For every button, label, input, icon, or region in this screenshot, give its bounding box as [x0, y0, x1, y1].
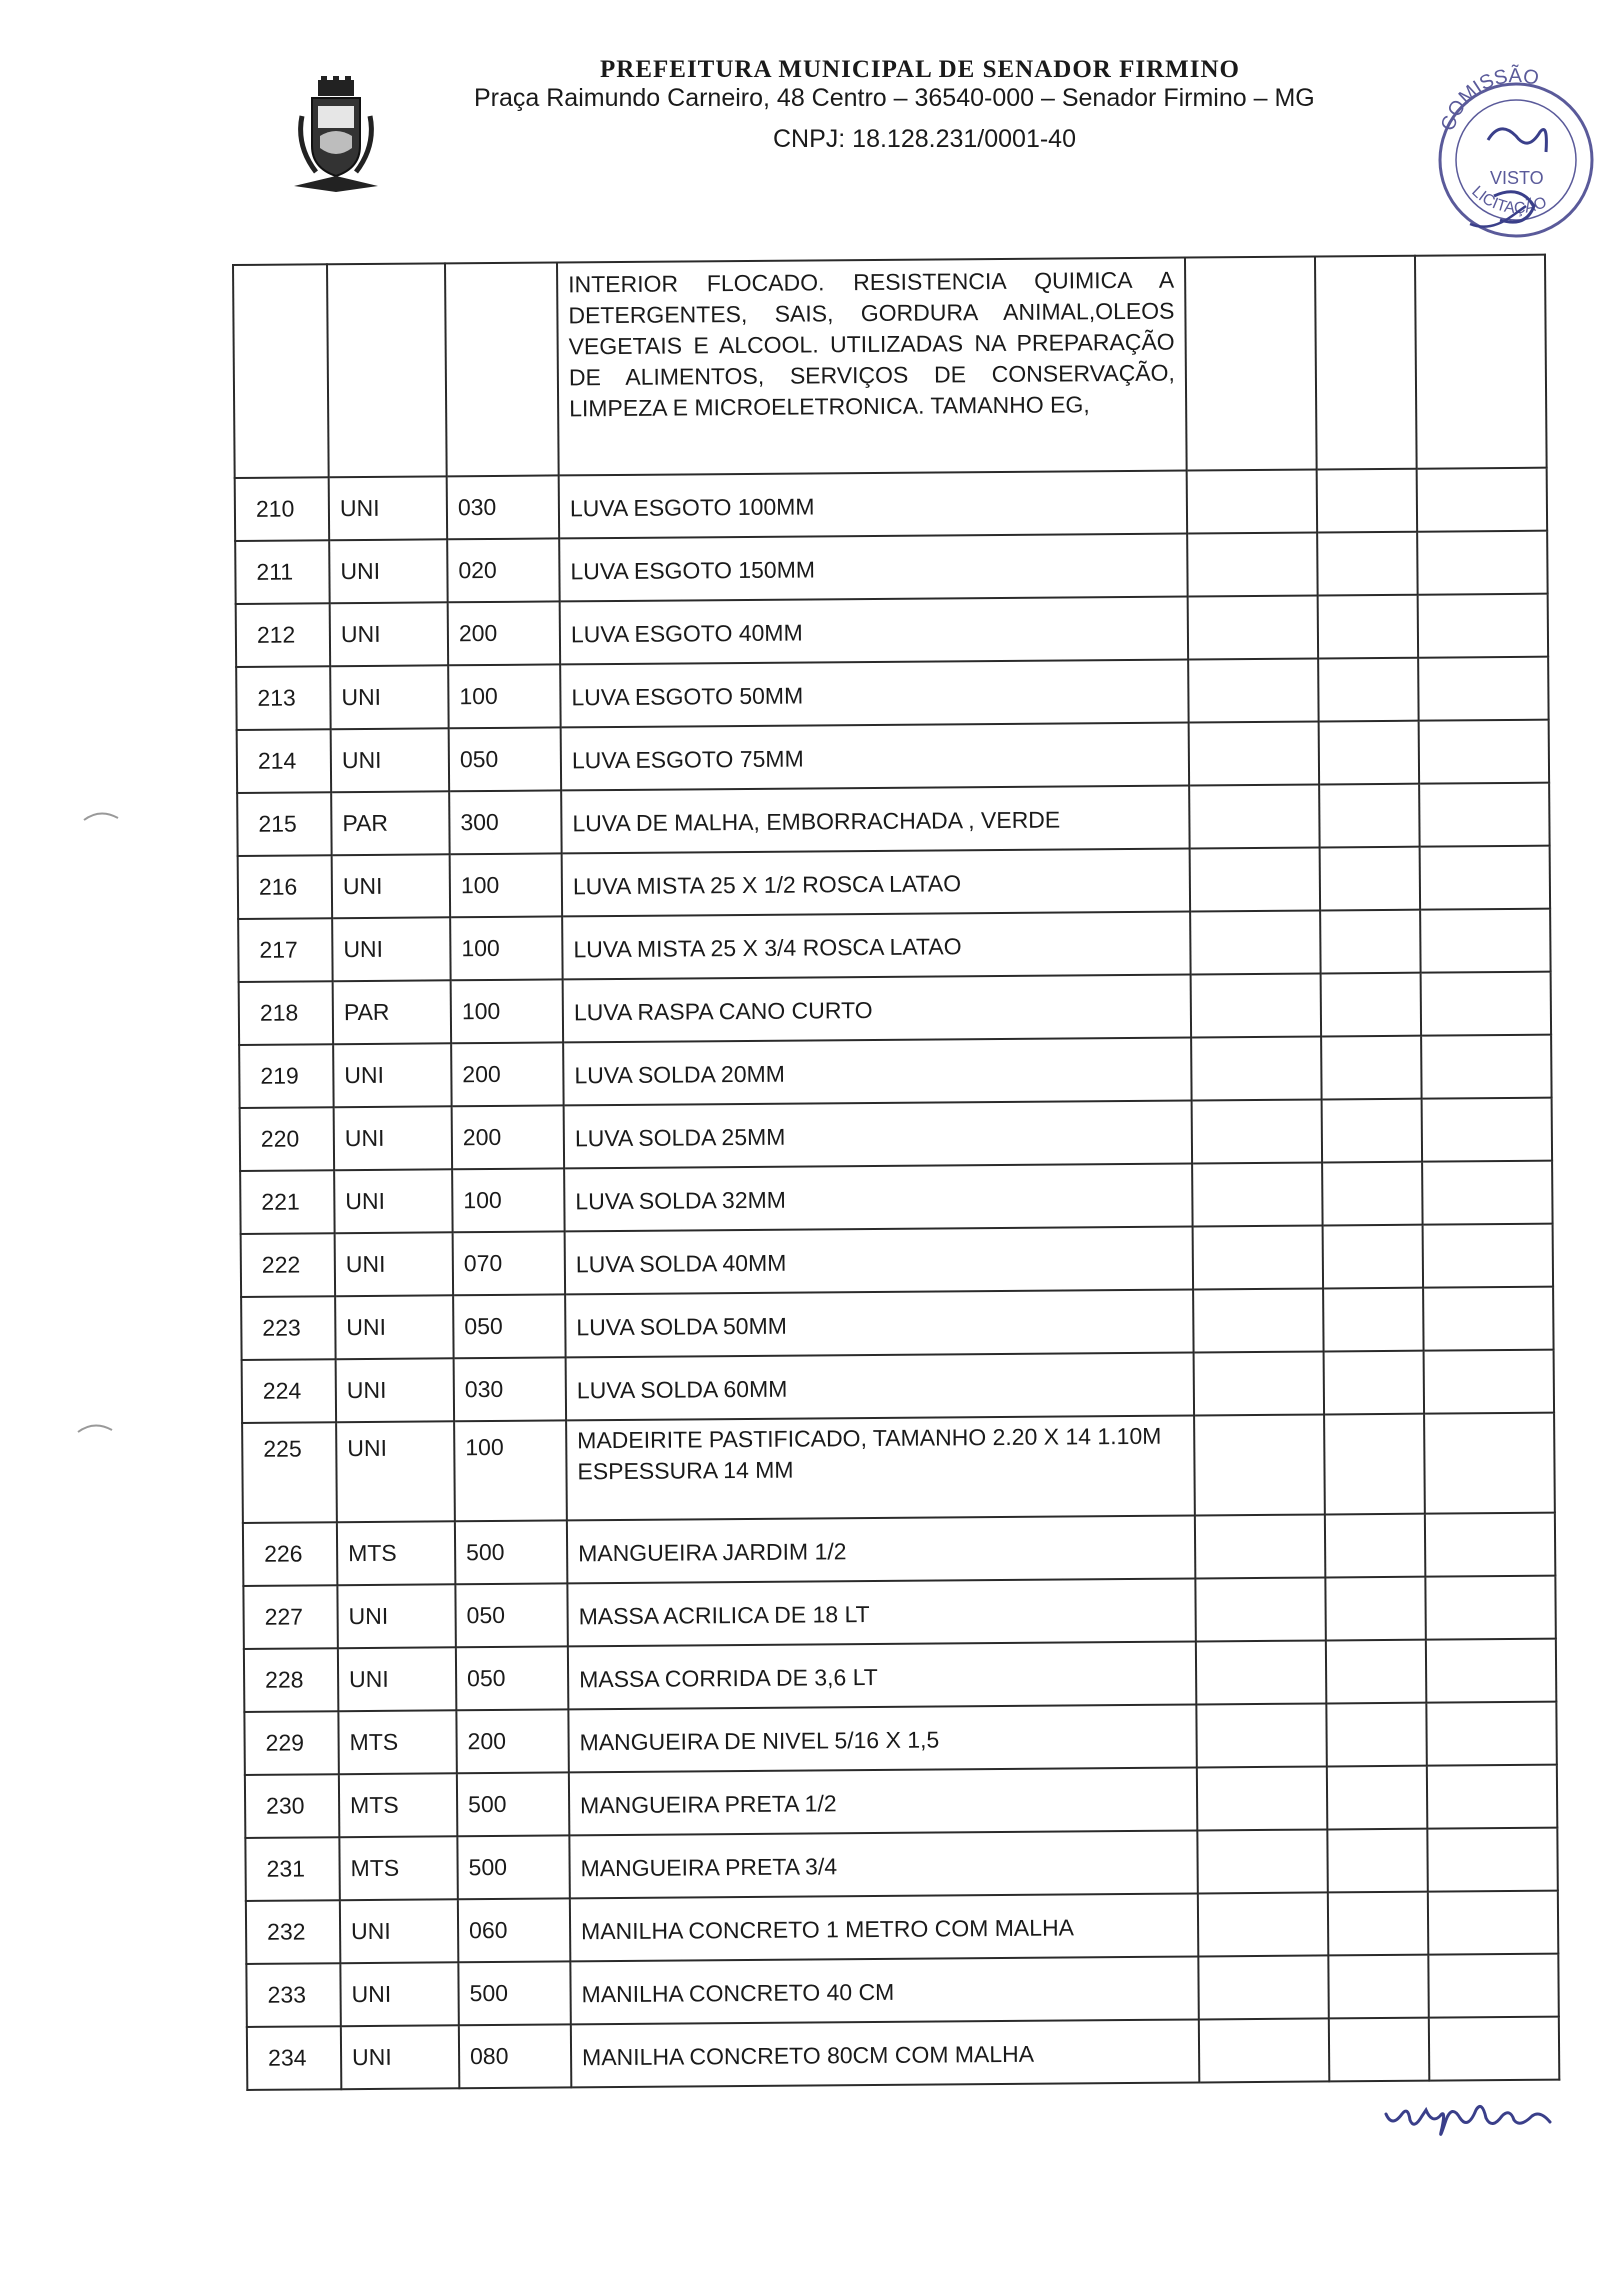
table-row: [243, 1513, 1555, 1586]
total-price-cell: [1424, 1350, 1554, 1414]
unit-price-cell: [1198, 1892, 1328, 1956]
total-price-cell: [1422, 1161, 1552, 1225]
table-row: [240, 1098, 1552, 1171]
item-number: 225: [242, 1422, 337, 1523]
unit-price-cell: [1199, 2018, 1329, 2082]
total-price-cell: [1421, 972, 1551, 1036]
brand-cell: [1322, 1099, 1422, 1163]
unit-price-cell: [1187, 469, 1317, 533]
item-unit: MTS: [338, 1710, 456, 1774]
table-row: [235, 531, 1547, 604]
item-description: LUVA ESGOTO 100MM: [559, 471, 1187, 539]
unit-price-cell: [1194, 1351, 1324, 1415]
item-unit: UNI: [333, 1043, 451, 1107]
brand-cell: [1323, 1225, 1423, 1289]
item-description: MANGUEIRA PRETA 1/2: [569, 1767, 1197, 1835]
item-number: 212: [236, 603, 330, 667]
unit-price-cell: [1192, 1162, 1322, 1226]
item-unit: UNI: [336, 1358, 454, 1422]
total-price-cell: [1428, 1891, 1558, 1955]
item-quantity: 200: [448, 601, 560, 665]
item-quantity: 080: [459, 2024, 571, 2088]
item-number-cell: [233, 264, 329, 478]
brand-cell: [1317, 532, 1417, 596]
total-price-cell: [1426, 1702, 1556, 1766]
item-number: 210: [235, 477, 329, 541]
table-row: [242, 1350, 1554, 1423]
total-price-cell: [1417, 468, 1547, 532]
unit-price-cell: [1189, 784, 1319, 848]
total-price-cell: [1427, 1765, 1557, 1829]
brand-cell: [1328, 1892, 1428, 1956]
brand-cell: [1324, 1351, 1424, 1415]
item-number: 227: [243, 1585, 337, 1649]
item-description: LUVA MISTA 25 X 1/2 ROSCA LATAO: [562, 848, 1190, 916]
municipal-crest-icon: [288, 76, 384, 196]
item-quantity: 500: [457, 1772, 569, 1836]
item-number: 232: [246, 1900, 340, 1964]
item-quantity: 200: [456, 1709, 568, 1773]
unit-price-cell: [1193, 1288, 1323, 1352]
unit-price-cell: [1197, 1766, 1327, 1830]
item-number: 228: [244, 1648, 338, 1712]
total-price-cell: [1418, 594, 1548, 658]
item-unit: UNI: [335, 1232, 453, 1296]
item-unit: UNI: [334, 1106, 452, 1170]
item-unit: MTS: [337, 1521, 455, 1585]
item-unit: UNI: [329, 476, 447, 540]
item-description: LUVA ESGOTO 75MM: [561, 723, 1189, 791]
brand-cell: [1327, 1766, 1427, 1830]
table-row: [240, 1161, 1552, 1234]
item-description: LUVA DE MALHA, EMBORRACHADA , VERDE: [561, 785, 1189, 853]
table-row-continued: [233, 255, 1547, 478]
table-row: [241, 1287, 1553, 1360]
brand-cell: [1324, 1414, 1425, 1515]
unit-price-cell: [1196, 1640, 1326, 1704]
item-description: LUVA SOLDA 25MM: [564, 1100, 1192, 1168]
item-description: LUVA SOLDA 20MM: [563, 1037, 1191, 1105]
table-row: [242, 1413, 1555, 1523]
item-number: 216: [238, 855, 332, 919]
commission-stamp: [1430, 56, 1600, 256]
item-description: LUVA ESGOTO 40MM: [560, 597, 1188, 665]
stamp-bottom-text: LICITAÇÃO: [1468, 183, 1550, 218]
item-unit-cell: [327, 263, 447, 477]
table-row: [241, 1224, 1553, 1297]
total-price-cell: [1424, 1413, 1555, 1514]
unit-price-cell: [1185, 256, 1317, 470]
total-price-cell: [1415, 255, 1547, 469]
item-description: MANGUEIRA PRETA 3/4: [569, 1830, 1197, 1898]
item-number: 218: [239, 981, 333, 1045]
brand-cell: [1326, 1703, 1426, 1767]
item-unit: UNI: [330, 665, 448, 729]
item-quantity: 500: [458, 1961, 570, 2025]
item-description: MASSA CORRIDA DE 3,6 LT: [568, 1641, 1196, 1709]
total-price-cell: [1417, 531, 1547, 595]
item-description: MANGUEIRA DE NIVEL 5/16 X 1,5: [568, 1704, 1196, 1772]
total-price-cell: [1425, 1513, 1555, 1577]
item-unit: UNI: [340, 1962, 458, 2026]
item-unit: PAR: [333, 980, 451, 1044]
stamp-middle-text: VISTO: [1490, 168, 1544, 188]
stamp-top-text: COMISSÃO: [1437, 64, 1541, 134]
unit-price-cell: [1194, 1414, 1325, 1515]
item-quantity: 200: [451, 1042, 563, 1106]
item-description: LUVA RASPA CANO CURTO: [563, 974, 1191, 1042]
brand-cell: [1320, 910, 1420, 974]
margin-mark: [82, 808, 122, 822]
unit-price-cell: [1190, 847, 1320, 911]
table-row: [236, 594, 1548, 667]
svg-text:LICITAÇÃO: [1468, 183, 1549, 217]
item-unit: UNI: [332, 917, 450, 981]
unit-price-cell: [1187, 532, 1317, 596]
item-unit: UNI: [330, 602, 448, 666]
item-unit: UNI: [341, 2025, 459, 2089]
unit-price-cell: [1192, 1099, 1322, 1163]
total-price-cell: [1419, 783, 1549, 847]
brand-cell: [1326, 1640, 1426, 1704]
item-description: LUVA SOLDA 50MM: [565, 1289, 1193, 1357]
item-quantity: 050: [449, 727, 561, 791]
item-unit: MTS: [339, 1836, 457, 1900]
item-quantity: 100: [452, 1168, 564, 1232]
item-number: 231: [245, 1837, 339, 1901]
brand-cell: [1318, 595, 1418, 659]
svg-text:COMISSÃO: [1437, 63, 1541, 134]
total-price-cell: [1429, 2017, 1559, 2081]
item-unit: UNI: [340, 1899, 458, 1963]
item-quantity: 500: [457, 1835, 569, 1899]
total-price-cell: [1423, 1287, 1553, 1351]
item-unit: UNI: [332, 854, 450, 918]
unit-price-cell: [1191, 1036, 1321, 1100]
brand-cell: [1322, 1162, 1422, 1226]
continued-description: INTERIOR FLOCADO. RESISTENCIA QUIMICA A DETERGENTES, SAIS, GORDURA ANIMAL,OLEOS VEGETAIS E ALCOOL. UTILIZADAS NA PREPARAÇÃO DE ALIMENTOS, SERVIÇOS DE CONSERVAÇÃO, LIMPEZA E MICROELETRONICA. TAMANHO EG,: [557, 258, 1187, 476]
letterhead: [0, 0, 1600, 220]
table-row: [239, 972, 1551, 1045]
total-price-cell: [1423, 1224, 1553, 1288]
item-description: MANILHA CONCRETO 80CM COM MALHA: [571, 2019, 1199, 2087]
item-description: LUVA SOLDA 60MM: [566, 1352, 1194, 1420]
item-number: 211: [235, 540, 329, 604]
unit-price-cell: [1189, 721, 1319, 785]
brand-cell: [1325, 1514, 1425, 1578]
item-description: MANILHA CONCRETO 40 CM: [570, 1956, 1198, 2024]
table-row: [245, 1765, 1557, 1838]
header-title: PREFEITURA MUNICIPAL DE SENADOR FIRMINO: [600, 56, 1240, 83]
brand-cell: [1329, 2018, 1429, 2082]
item-description: LUVA SOLDA 40MM: [565, 1226, 1193, 1294]
total-price-cell: [1418, 657, 1548, 721]
unit-price-cell: [1191, 973, 1321, 1037]
table-row: [245, 1828, 1557, 1901]
item-unit: UNI: [334, 1169, 452, 1233]
unit-price-cell: [1197, 1829, 1327, 1893]
item-number: 223: [241, 1296, 335, 1360]
item-quantity: 300: [449, 790, 561, 854]
total-price-cell: [1427, 1828, 1557, 1892]
item-number: 222: [241, 1233, 335, 1297]
item-quantity-cell: [445, 262, 559, 476]
item-unit: UNI: [331, 728, 449, 792]
item-quantity: 100: [450, 853, 562, 917]
table-row: [235, 468, 1547, 541]
unit-price-cell: [1190, 910, 1320, 974]
brand-cell: [1328, 1955, 1428, 2019]
total-price-cell: [1419, 720, 1549, 784]
item-description: MANGUEIRA JARDIM 1/2: [567, 1515, 1195, 1583]
brand-cell: [1327, 1829, 1427, 1893]
table-row: [246, 1954, 1558, 2027]
total-price-cell: [1426, 1639, 1556, 1703]
table-row: [244, 1702, 1556, 1775]
total-price-cell: [1428, 1954, 1558, 2018]
item-quantity: 050: [455, 1583, 567, 1647]
item-number: 229: [244, 1711, 338, 1775]
total-price-cell: [1425, 1576, 1555, 1640]
item-quantity: 200: [452, 1105, 564, 1169]
brand-cell: [1325, 1577, 1425, 1641]
item-unit: MTS: [339, 1773, 457, 1837]
item-description: MANILHA CONCRETO 1 METRO COM MALHA: [570, 1893, 1198, 1961]
brand-cell: [1319, 784, 1419, 848]
items-table-body: [233, 255, 1559, 2090]
item-description: LUVA SOLDA 32MM: [564, 1163, 1192, 1231]
table-row: [236, 657, 1548, 730]
signature: [1380, 2080, 1560, 2150]
item-number: 230: [245, 1774, 339, 1838]
item-number: 215: [237, 792, 331, 856]
item-quantity: 100: [448, 664, 560, 728]
item-quantity: 060: [458, 1898, 570, 1962]
item-description: MADEIRITE PASTIFICADO, TAMANHO 2.20 X 14 1.10M ESPESSURA 14 MM: [566, 1415, 1195, 1520]
table-row: [238, 846, 1550, 919]
total-price-cell: [1422, 1098, 1552, 1162]
item-unit: UNI: [335, 1295, 453, 1359]
item-number: 217: [238, 918, 332, 982]
unit-price-cell: [1196, 1703, 1326, 1767]
brand-cell: [1319, 721, 1419, 785]
item-number: 224: [242, 1359, 336, 1423]
item-number: 213: [236, 666, 330, 730]
item-quantity: 100: [454, 1420, 567, 1521]
item-quantity: 100: [451, 979, 563, 1043]
table-row: [239, 1035, 1551, 1108]
unit-price-cell: [1195, 1514, 1325, 1578]
total-price-cell: [1420, 846, 1550, 910]
item-quantity: 500: [455, 1520, 567, 1584]
table-row: [247, 2017, 1559, 2090]
header-address: Praça Raimundo Carneiro, 48 Centro – 36540-000 – Senador Firmino – MG: [474, 84, 1315, 112]
item-quantity: 050: [453, 1294, 565, 1358]
item-unit: UNI: [336, 1421, 455, 1522]
item-description: LUVA ESGOTO 150MM: [559, 534, 1187, 602]
table-row: [246, 1891, 1558, 1964]
item-unit: UNI: [329, 539, 447, 603]
item-unit: UNI: [337, 1584, 455, 1648]
item-quantity: 050: [456, 1646, 568, 1710]
header-cnpj: CNPJ: 18.128.231/0001-40: [773, 125, 1076, 153]
table-row: [238, 909, 1550, 982]
item-quantity: 030: [454, 1357, 566, 1421]
brand-cell: [1321, 973, 1421, 1037]
item-number: 221: [240, 1170, 334, 1234]
table-row: [237, 720, 1549, 793]
item-unit: UNI: [338, 1647, 456, 1711]
item-number: 234: [247, 2026, 341, 2090]
item-number: 233: [246, 1963, 340, 2027]
brand-cell: [1318, 658, 1418, 722]
margin-mark: [76, 1420, 116, 1434]
total-price-cell: [1420, 909, 1550, 973]
table-row: [244, 1639, 1556, 1712]
item-description: LUVA MISTA 25 X 3/4 ROSCA LATAO: [562, 911, 1190, 979]
item-number: 226: [243, 1522, 337, 1586]
brand-cell: [1315, 256, 1417, 470]
brand-cell: [1320, 847, 1420, 911]
brand-cell: [1321, 1036, 1421, 1100]
item-description: LUVA ESGOTO 50MM: [560, 660, 1188, 728]
brand-cell: [1323, 1288, 1423, 1352]
items-table: [232, 254, 1560, 2091]
item-quantity: 030: [447, 475, 559, 539]
item-quantity: 020: [447, 538, 559, 602]
unit-price-cell: [1195, 1577, 1325, 1641]
unit-price-cell: [1188, 595, 1318, 659]
item-description: MASSA ACRILICA DE 18 LT: [567, 1578, 1195, 1646]
table-row: [243, 1576, 1555, 1649]
item-number: 220: [240, 1107, 334, 1171]
item-quantity: 100: [450, 916, 562, 980]
item-number: 219: [239, 1044, 333, 1108]
brand-cell: [1317, 469, 1417, 533]
item-number: 214: [237, 729, 331, 793]
item-quantity: 070: [453, 1231, 565, 1295]
item-unit: PAR: [331, 791, 449, 855]
unit-price-cell: [1198, 1955, 1328, 2019]
total-price-cell: [1421, 1035, 1551, 1099]
table-row: [237, 783, 1549, 856]
unit-price-cell: [1188, 658, 1318, 722]
unit-price-cell: [1193, 1225, 1323, 1289]
